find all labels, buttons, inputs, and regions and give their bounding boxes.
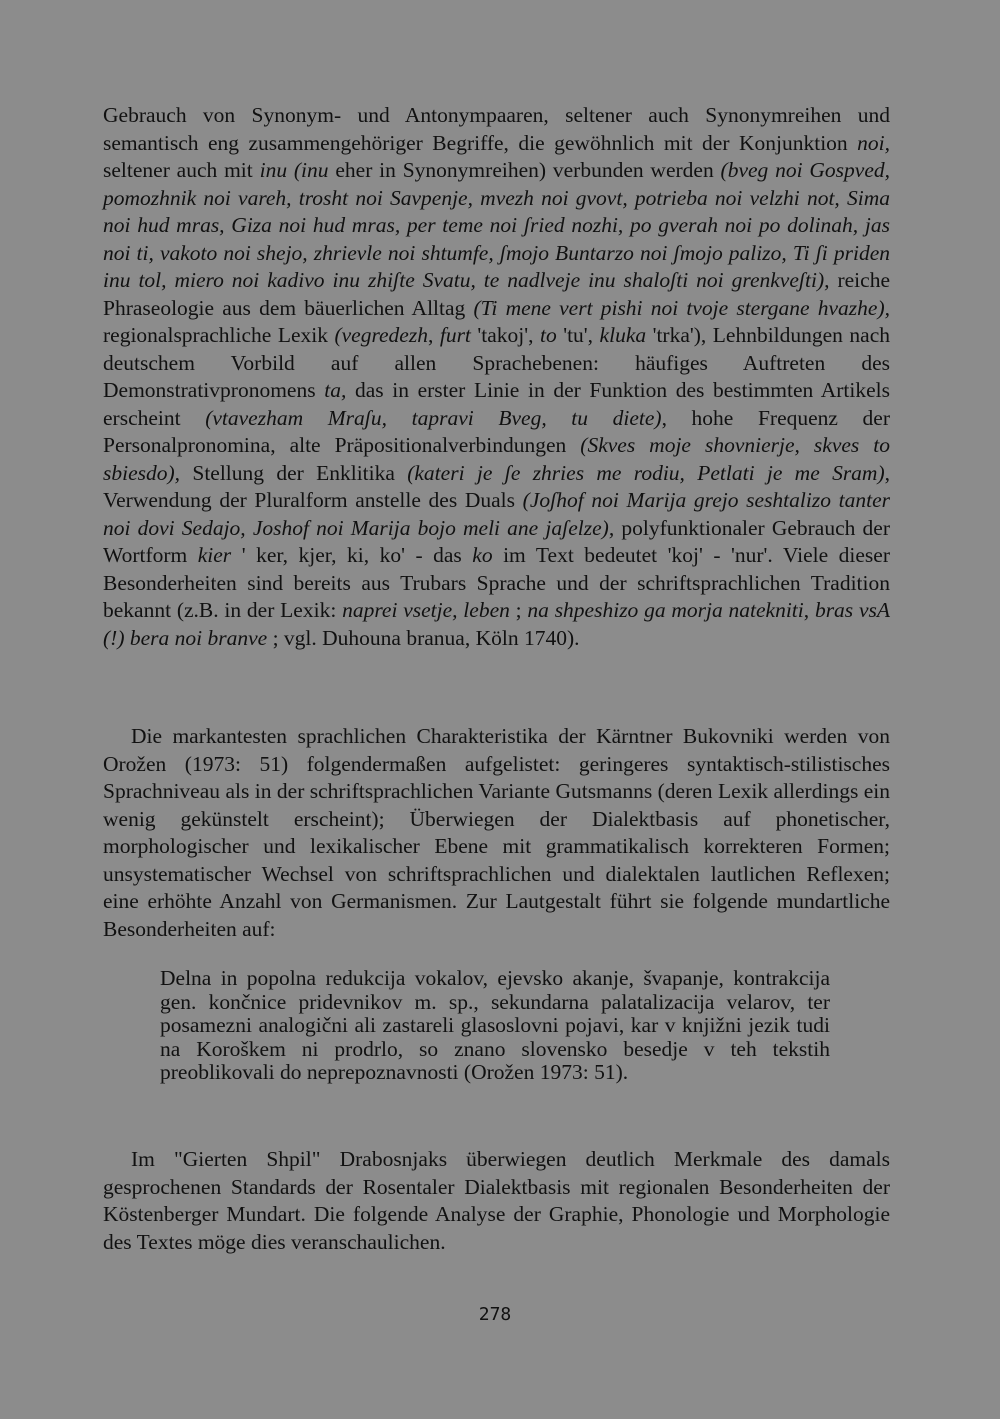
block-quote: Delna in popolna redukcija vokalov, ejevsko akanje, švapanje, kontrakcija gen. končnice pridevnikov m. sp., sekundarna palatalizacija velarov, ter posamezni analogični ali zastareli glasoslovni pojavi, kar v knjižni jezik tudi na Koroškem ni prodrlo, so znano slovensko besedje v teh tekstih preoblikovali do neprepoznavnosti (Orožen 1973: 51). bbox=[160, 966, 830, 1084]
text-run: im Text bedeutet 'koj' - 'nur'. Viele dieser Besonderheiten sind bereits aus Trubars Sprache und der schriftsprachlichen Tradition bekannt (z.B. in der Lexik: bbox=[103, 543, 890, 622]
paragraph-2: Die markantesten sprachlichen Charakteristika der Kärntner Bukovniki werden von Orožen (1973: 51) folgendermaßen aufgelistet: geringeres syntaktisch-stilistisches Sprachniveau als in der schriftsprachlichen Variante Gutsmanns (deren Lexik allerdings ein wenig gekünstelt erscheint); Überwiegen der Dialektbasis auf phonetischer, morphologischer und lexikalischer Ebene mit grammatikalisch korrekteren Formen; unsystematischer Wechsel von schriftsprachlichen und dialektalen lautlichen Reflexen; eine erhöhte Anzahl von Germanismen. Zur Lautgestalt führt sie folgende mundartliche Besonderheiten auf: bbox=[103, 724, 890, 941]
text-run: polyfunktionaler Gebrauch der Wortform bbox=[103, 515, 890, 567]
text-run: 'trka'), Lehnbildungen nach deutschem Vorbild auf allen Sprachebenen: häufiges Auftreten des Demonstrativpronomens bbox=[103, 323, 890, 402]
italic-run: kluka bbox=[599, 323, 647, 347]
paragraph-3: Im "Gierten Shpil" Drabosnjaks überwiegen deutlich Merkmale des damals gesprochenen Standards der Rosentaler Dialektbasis mit regionalen Besonderheiten der Köstenberger Mundart. Die folgende Analyse der Graphie, Phonologie und Morphologie des Textes möge dies veranschaulichen. bbox=[103, 1147, 890, 1254]
text-run: , bbox=[803, 598, 815, 622]
text-run: eher in Synonymreihen) verbunden werden bbox=[328, 158, 721, 182]
text-run: ; bbox=[509, 598, 528, 622]
text-run: regionalsprachliche Lexik bbox=[103, 323, 335, 347]
italic-run: furt bbox=[439, 323, 471, 347]
text-run: , bbox=[427, 323, 440, 347]
italic-run: naprei vsetje, leben bbox=[342, 598, 510, 622]
text-run: 'tu', bbox=[556, 323, 600, 347]
text-run: , hohe Frequenz der Personalpronomina, alte Präpositionalverbindungen bbox=[103, 405, 891, 457]
text-run: Gebrauch von Synonym- und Antonympaaren, seltener auch Synonymreihen und semantisch eng zusammengehöriger Begriffe, die gewöhnlich mit der Konjunktion bbox=[103, 103, 890, 155]
italic-run: kier bbox=[197, 543, 232, 567]
italic-run: (vtavezham Mraʃu, tapravi Bveg, tu diete) bbox=[205, 405, 662, 430]
italic-run: noi, bbox=[857, 130, 890, 155]
text-run: ; vgl. Duhouna branua, Köln 1740). bbox=[267, 625, 580, 650]
italic-run: to bbox=[540, 323, 557, 347]
paragraph-1 bbox=[103, 102, 890, 652]
page-number: 278 bbox=[478, 1304, 512, 1325]
italic-run: (kateri je ʃe zhries me rodiu, Petlati je me Sram) bbox=[407, 460, 885, 485]
italic-run: inu (inu bbox=[259, 158, 329, 182]
italic-run: (Skves moje shovnierje, skves to sbiesdo), bbox=[103, 433, 890, 485]
italic-run: (Ti mene vert pishi noi tvoje stergane hvazhe), bbox=[473, 295, 890, 320]
italic-run: ta, bbox=[324, 378, 347, 402]
italic-run: (vegredezh bbox=[334, 323, 428, 347]
italic-run: bras vsA (!) bera noi branve bbox=[103, 598, 890, 650]
italic-run: (bveg noi Gospved, pomozhnik noi vareh, trosht noi Savpenje, mvezh noi gvovt, potrieba noi velzhi not, Sima noi hud mras, Giza noi hud mras, per teme noi ʃried nozhi, po gverah noi po dolinah, jas noi ti, vakoto noi shejo, zhrievle noi shtumfe, ʃmojo Buntarzo noi ʃmojo palizo, Ti ʃi priden inu tol, miero noi kadivo inu zhiʃte Svatu, te nadlveje inu shaloʃti noi grenkveʃti), bbox=[103, 158, 891, 292]
italic-run: ko bbox=[472, 543, 493, 567]
text-run: das in erster Linie in der Funktion des bestimmten Artikels erscheint bbox=[103, 378, 891, 430]
text-run: seltener auch mit bbox=[103, 158, 260, 182]
text-run: Stellung der Enklitika bbox=[180, 460, 408, 485]
text-run: , Verwendung der Pluralform anstelle des Duals bbox=[103, 460, 890, 512]
text-run: ' ker, kjer, ki, ko' - das bbox=[231, 543, 473, 567]
italic-run: na shpeshizo ga morja natekniti bbox=[527, 598, 804, 622]
text-run: reiche Phraseologie aus dem bäuerlichen Alltag bbox=[103, 268, 890, 320]
italic-run: (Joʃhof noi Marija grejo seshtalizo tanter noi dovi Sedajo, Joshof noi Marija bojo meli ane jaʃelze), bbox=[103, 488, 890, 540]
text-run: 'takoj', bbox=[470, 323, 540, 347]
